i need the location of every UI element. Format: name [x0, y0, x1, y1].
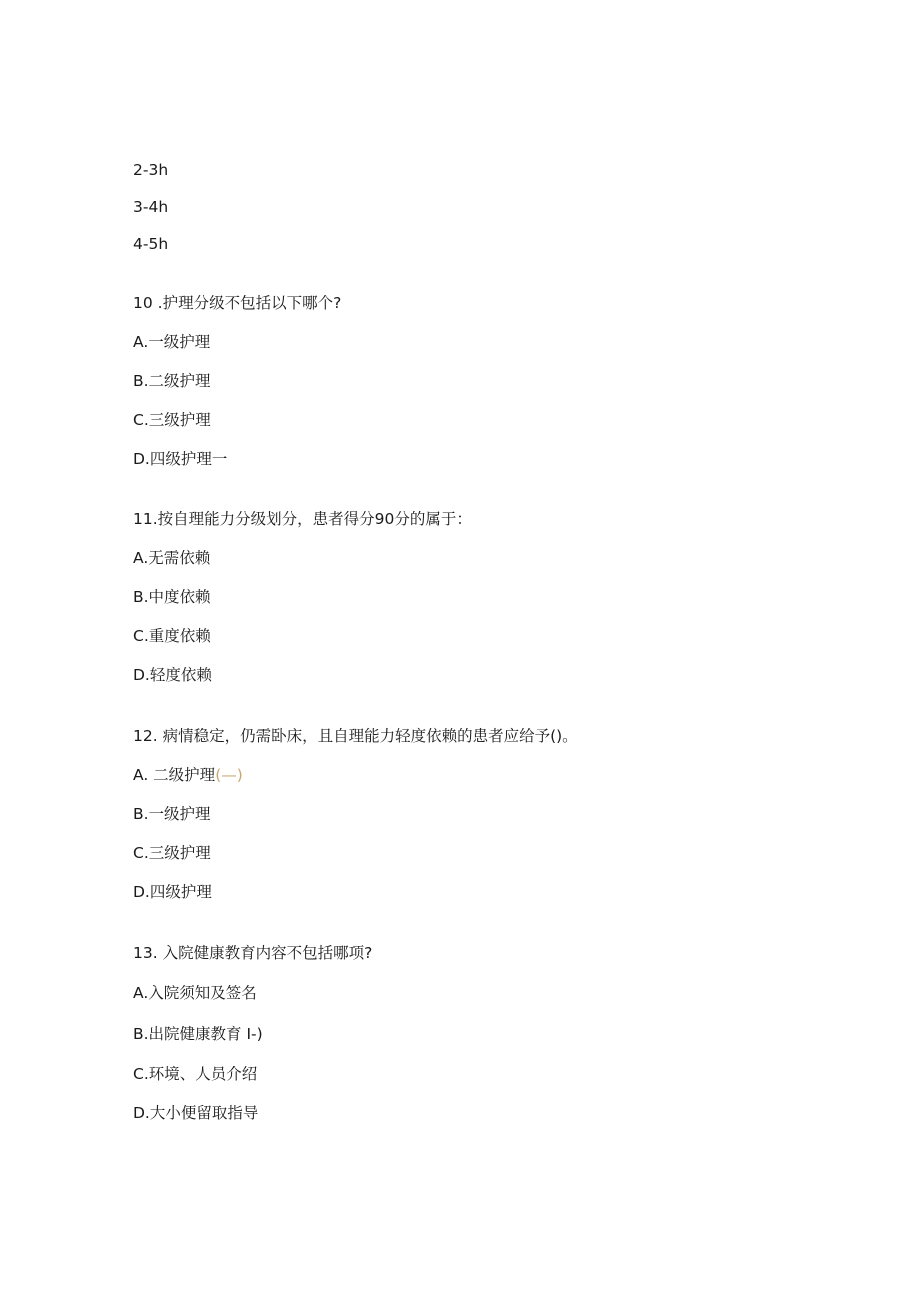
question-13-option-d: D.大小便留取指导: [133, 1104, 259, 1122]
question-10-option-a: A.一级护理: [133, 333, 211, 351]
question-10-option-c: C.三级护理: [133, 411, 211, 429]
option-line: 3-4h: [133, 198, 169, 216]
question-10-stem: 10 .护理分级不包括以下哪个?: [133, 294, 342, 312]
question-13-option-b: B.出院健康教育 I-): [133, 1025, 263, 1043]
question-11-option-a: A.无需依赖: [133, 549, 211, 567]
option-line: 4-5h: [133, 235, 169, 253]
option-line: 2-3h: [133, 161, 169, 179]
question-13-stem: 13. 入院健康教育内容不包括哪项?: [133, 944, 373, 962]
question-11-option-b: B.中度依赖: [133, 588, 211, 606]
answer-mark: (—): [215, 766, 243, 784]
question-11-option-c: C.重度依赖: [133, 627, 211, 645]
question-12-option-b: B.一级护理: [133, 805, 211, 823]
question-13-option-a: A.入院须知及签名: [133, 984, 257, 1002]
question-12-stem: 12. 病情稳定，仍需卧床，且自理能力轻度依赖的患者应给予()。: [133, 727, 578, 745]
question-11-stem: 11.按自理能力分级划分，患者得分90分的属于：: [133, 510, 472, 528]
question-12-option-a: [133, 765, 243, 785]
question-12-option-a-text: A. 二级护理: [133, 766, 216, 784]
question-10-option-b: B.二级护理: [133, 372, 211, 390]
question-11-option-d: D.轻度依赖: [133, 666, 212, 684]
question-10-option-d: D.四级护理一: [133, 450, 228, 468]
question-12-option-d: D.四级护理: [133, 883, 212, 901]
question-13-option-c: C.环境、人员介绍: [133, 1065, 258, 1083]
question-12-option-c: C.三级护理: [133, 844, 211, 862]
